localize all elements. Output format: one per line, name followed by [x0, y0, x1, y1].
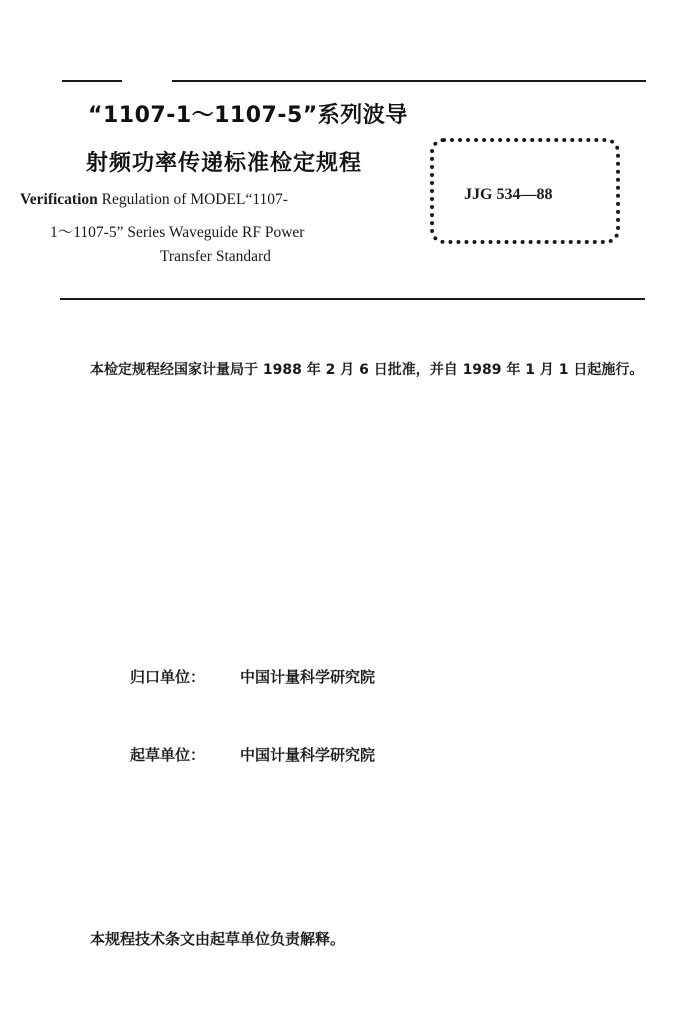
header-top-rule-right	[172, 80, 646, 82]
title-english-line-1	[20, 191, 288, 209]
responsible-unit-row	[130, 666, 375, 687]
regulation-code: JJG 534—88	[464, 186, 553, 203]
header-bottom-rule	[60, 298, 645, 300]
title-english-line-1-bold: Verification	[20, 191, 98, 208]
responsible-unit-label: 归口单位：	[130, 668, 206, 686]
drafting-unit-label: 起草单位：	[130, 746, 206, 764]
title-chinese-line-1: “1107-1～1107-5”系列波导	[88, 103, 408, 128]
regulation-code-box	[430, 138, 620, 244]
interpretation-note: 本规程技术条文由起草单位负责解释。	[90, 930, 346, 948]
drafting-unit-row	[130, 744, 375, 765]
drafting-unit-value: 中国计量科学研究院	[240, 746, 376, 764]
responsible-unit-value: 中国计量科学研究院	[240, 668, 376, 686]
approval-statement: 本检定规程经国家计量局于 1988 年 2 月 6 日批准，并自 1989 年 1 月 1 日起施行。	[90, 362, 644, 378]
title-english-line-3: Transfer Standard	[160, 248, 271, 265]
title-english-line-1-rest: Regulation of MODEL“1107-	[97, 191, 288, 208]
title-english-line-2: 1～1107-5” Series Waveguide RF Power	[50, 224, 305, 241]
title-chinese-line-2: 射频功率传递标准检定规程	[86, 151, 363, 176]
header-top-rule-left	[62, 80, 122, 82]
